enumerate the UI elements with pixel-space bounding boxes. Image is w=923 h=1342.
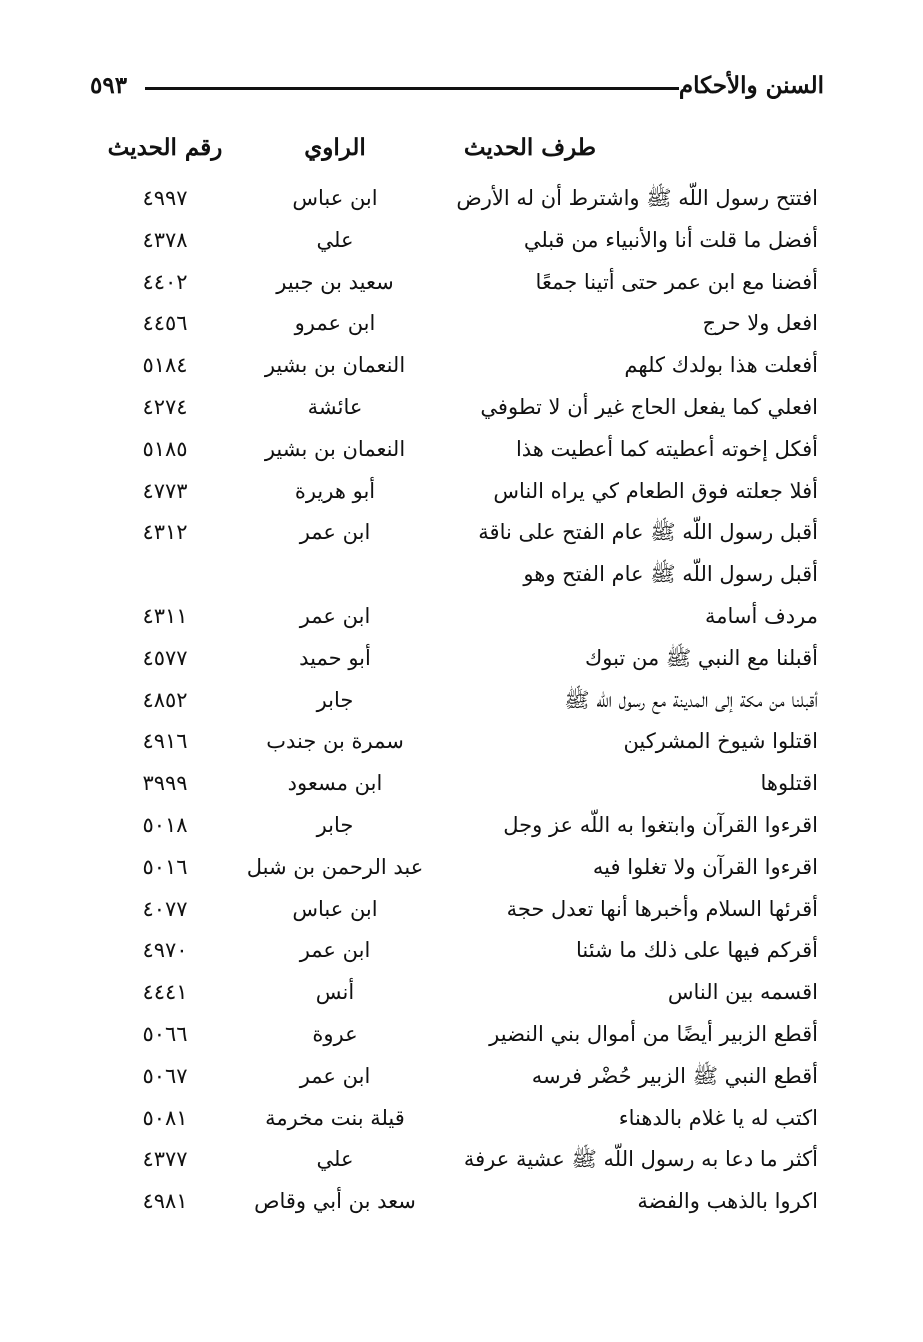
hadith-incipit: أقركم فيها على ذلك ما شئنا — [575, 938, 818, 963]
hadith-number: ٤٤٥٦ — [142, 311, 188, 336]
column-header-number: رقم الحديث — [107, 134, 223, 161]
hadith-number: ٥٠٨١ — [142, 1105, 188, 1130]
hadith-number: ٤٣٧٨ — [142, 227, 188, 252]
hadith-number: ٤٩٩٧ — [142, 186, 188, 210]
hadith-number: ٥٠٦٦ — [142, 1021, 188, 1046]
narrator-name: قيلة بنت مخرمة — [265, 1105, 405, 1130]
table-row — [0, 889, 923, 931]
table-row — [0, 554, 923, 596]
table-row — [0, 262, 923, 304]
table-row — [0, 680, 923, 722]
column-header-narrator: الراوي — [304, 134, 366, 161]
hadith-incipit: أفضل ما قلت أنا والأنبياء من قبلي — [523, 227, 818, 252]
table-row — [0, 596, 923, 638]
table-row — [0, 512, 923, 554]
table-row — [0, 303, 923, 345]
narrator-name: جابر — [316, 687, 354, 712]
table-row — [0, 1056, 923, 1098]
table-row — [0, 345, 923, 387]
hadith-number: ٤٩٧٠ — [142, 938, 188, 963]
narrator-name: سعيد بن جبير — [276, 269, 394, 294]
narrator-name: جابر — [316, 812, 354, 837]
page-number: ٥٩٣ — [90, 72, 128, 99]
hadith-number: ٤٤٤١ — [142, 980, 188, 1005]
table-row — [0, 721, 923, 763]
table-row — [0, 1098, 923, 1140]
narrator-name: علي — [316, 1147, 354, 1172]
hadith-incipit: أفعلت هذا بولدك كلهم — [624, 353, 818, 378]
narrator-name: ابن عمر — [299, 1063, 371, 1088]
table-row — [0, 930, 923, 972]
narrator-name: ابن عمرو — [294, 311, 376, 336]
hadith-incipit: اكروا بالذهب والفضة — [637, 1189, 818, 1214]
table-row — [0, 847, 923, 889]
hadith-incipit: اقتلوها — [760, 771, 818, 796]
hadith-incipit: أفضنا مع ابن عمر حتى أتينا جمعًا — [535, 269, 818, 294]
table-row — [0, 471, 923, 513]
hadith-number: ٥١٨٥ — [142, 436, 188, 461]
table-row — [0, 1181, 923, 1223]
table-row — [0, 805, 923, 847]
hadith-incipit: أقرئها السلام وأخبرها أنها تعدل حجة — [506, 896, 818, 921]
narrator-name: ابن عباس — [292, 896, 378, 921]
hadith-number: ٤٧٧٣ — [142, 478, 188, 503]
hadith-incipit: اقرءوا القرآن ولا تغلوا فيه — [592, 854, 818, 879]
hadith-number: ٤٩١٦ — [142, 729, 188, 754]
narrator-name: أبو هريرة — [294, 478, 376, 503]
hadith-number: ٤٣٧٧ — [142, 1147, 188, 1172]
hadith-number: ٤٣١٢ — [142, 520, 188, 545]
hadith-incipit: اقتلوا شيوخ المشركين — [623, 729, 818, 754]
table-row — [0, 763, 923, 805]
hadith-incipit: أكثر ما دعا به رسول اللّه ﷺ عشية عرفة — [463, 1147, 818, 1172]
narrator-name: عبد الرحمن بن شبل — [246, 854, 424, 879]
hadith-incipit: أقبل رسول اللّه ﷺ عام الفتح وهو — [523, 562, 818, 587]
hadith-number: ٥٠١٦ — [142, 854, 188, 879]
narrator-name: النعمان بن بشير — [264, 436, 406, 461]
hadith-incipit: مردف أسامة — [705, 603, 818, 628]
narrator-name: ابن مسعود — [287, 771, 383, 796]
narrator-name: ابن عمر — [299, 603, 371, 628]
narrator-name: ابن عباس — [292, 186, 378, 210]
hadith-incipit: اكتب له يا غلام بالدهناء — [618, 1105, 818, 1130]
table-row — [0, 387, 923, 429]
page-header — [90, 66, 824, 106]
hadith-incipit: اقرءوا القرآن وابتغوا به اللّه عز وجل — [503, 812, 818, 837]
hadith-number: ٤٥٧٧ — [142, 645, 188, 670]
hadith-number: ٥٠١٨ — [142, 812, 188, 837]
hadith-incipit: افعل ولا حرج — [702, 311, 818, 336]
hadith-number: ٥٠٦٧ — [142, 1063, 188, 1088]
table-row — [0, 178, 923, 220]
header-rule — [145, 87, 679, 90]
hadith-number: ٤٠٧٧ — [142, 896, 188, 921]
narrator-name: ابن عمر — [299, 520, 371, 545]
narrator-name: علي — [316, 227, 354, 252]
hadith-incipit: اقسمه بين الناس — [667, 980, 818, 1005]
table-row — [0, 429, 923, 471]
hadith-incipit: أقطع النبي ﷺ الزبير حُضْر فرسه — [531, 1063, 818, 1088]
hadith-incipit: أفكل إخوته أعطيته كما أعطيت هذا — [515, 436, 818, 461]
narrator-name: أنس — [315, 980, 355, 1005]
hadith-incipit: أقبلنا مع النبي ﷺ من تبوك — [584, 645, 818, 670]
hadith-number: ٤٤٠٢ — [142, 269, 188, 294]
column-headers — [0, 128, 923, 168]
hadith-number: ٤٢٧٤ — [142, 394, 188, 419]
narrator-name: عائشة — [307, 394, 363, 419]
hadith-incipit: أفلا جعلته فوق الطعام كي يراه الناس — [493, 478, 818, 503]
hadith-number: ٣٩٩٩ — [142, 771, 188, 796]
hadith-incipit: أقبلنا من مكة إلى المدينة مع رسول اللّه ﷺ — [564, 687, 818, 712]
narrator-name: سعد بن أبي وقاص — [254, 1189, 416, 1214]
narrator-name: ابن عمر — [299, 938, 371, 963]
narrator-name: سمرة بن جندب — [266, 729, 404, 754]
table-row — [0, 1014, 923, 1056]
column-header-hadith: طرف الحديث — [463, 134, 597, 161]
narrator-name: أبو حميد — [299, 645, 371, 670]
hadith-number: ٤٩٨١ — [142, 1189, 188, 1214]
index-table — [0, 178, 923, 1223]
narrator-name: النعمان بن بشير — [264, 353, 406, 378]
hadith-incipit: أقبل رسول اللّه ﷺ عام الفتح على ناقة — [478, 520, 818, 545]
hadith-incipit: أقطع الزبير أيضًا من أموال بني النضير — [489, 1021, 818, 1046]
table-row — [0, 638, 923, 680]
hadith-incipit: افتتح رسول اللّه ﷺ واشترط أن له الأرض — [456, 186, 818, 210]
table-row — [0, 1139, 923, 1181]
narrator-name: عروة — [312, 1021, 358, 1046]
hadith-incipit: افعلي كما يفعل الحاج غير أن لا تطوفي — [480, 394, 818, 419]
hadith-number: ٥١٨٤ — [142, 353, 188, 378]
table-row — [0, 220, 923, 262]
running-title: السنن والأحكام — [678, 72, 824, 99]
hadith-number: ٤٨٥٢ — [142, 687, 188, 712]
hadith-number: ٤٣١١ — [142, 603, 188, 628]
table-row — [0, 972, 923, 1014]
